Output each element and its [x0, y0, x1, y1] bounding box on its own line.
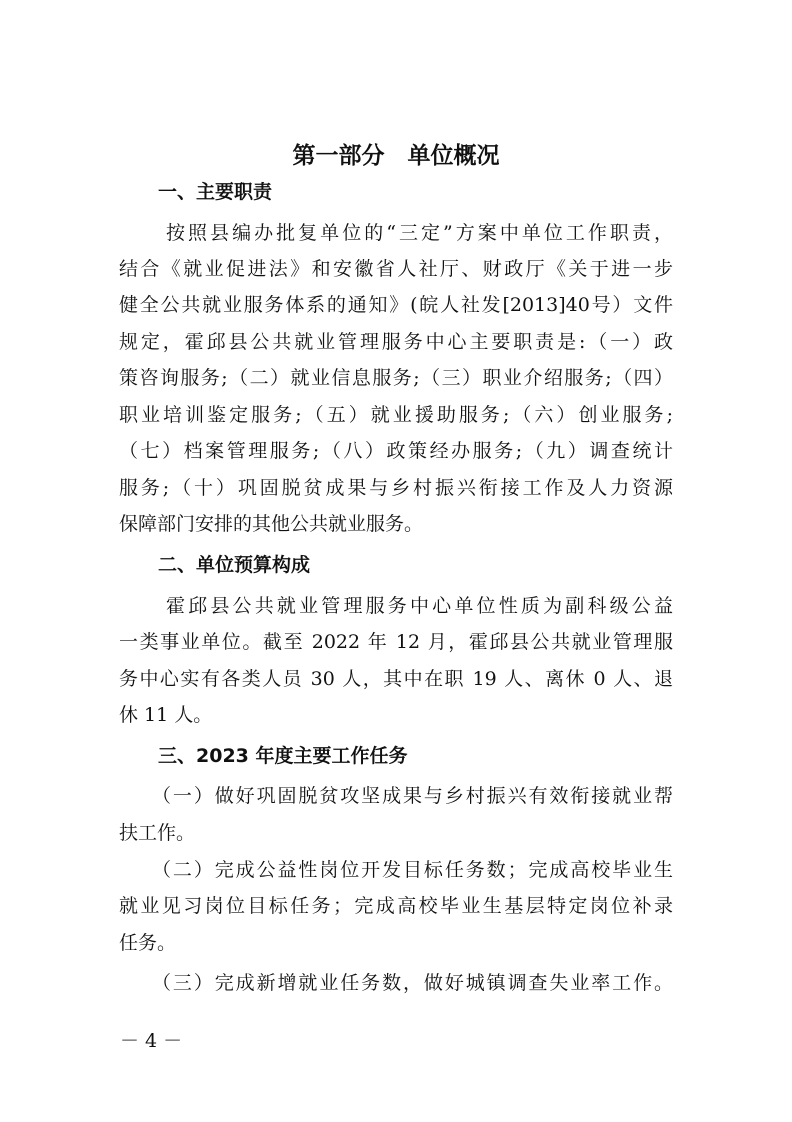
section-heading-duties: 一、主要职责: [158, 181, 273, 203]
body-line: 规定，霍邱县公共就业管理服务中心主要职责是:（一）政: [119, 331, 673, 353]
body-line: 霍邱县公共就业管理服务中心单位性质为副科级公益: [166, 595, 673, 617]
body-line: 就业见习岗位目标任务；完成高校毕业生基层特定岗位补录: [119, 895, 673, 917]
body-line: （三）完成新增就业任务数，做好城镇调查失业率工作。: [152, 972, 673, 994]
body-line: 一类事业单位。截至 2022 年 12 月，霍邱县公共就业管理服: [119, 631, 673, 653]
body-line: 健全公共就业服务体系的通知》(皖人社发[2013]40号）文件: [119, 294, 673, 316]
body-line: 务中心实有各类人员 30 人，其中在职 19 人、离休 0 人、退: [119, 668, 673, 690]
body-line: （二）完成公益性岗位开发目标任务数；完成高校毕业生: [152, 859, 673, 881]
body-line: 任务。: [119, 932, 177, 954]
body-line: 扶工作。: [119, 822, 196, 844]
body-line: 保障部门安排的其他公共就业服务。: [119, 513, 424, 535]
page-number: － 4 －: [120, 1030, 183, 1052]
body-line: 职业培训鉴定服务;（五）就业援助服务;（六）创业服务;: [119, 404, 673, 426]
body-line: 休 11 人。: [119, 704, 213, 726]
body-line: 服务;（十）巩固脱贫成果与乡村振兴衔接工作及人力资源: [119, 477, 673, 499]
body-line: 策咨询服务;（二）就业信息服务;（三）职业介绍服务;（四）: [119, 367, 673, 389]
section-heading-budget-composition: 二、单位预算构成: [158, 554, 311, 576]
page-title: 第一部分 单位概况: [292, 143, 500, 169]
body-line: （七）档案管理服务;（八）政策经办服务;（九）调查统计: [119, 440, 673, 462]
body-line: 结合《就业促进法》和安徽省人社厅、财政厅《关于进一步: [119, 258, 673, 280]
section-heading-2023-tasks: 三、2023 年度主要工作任务: [158, 745, 408, 767]
body-line: 按照县编办批复单位的“三定”方案中单位工作职责，: [166, 222, 673, 244]
body-line: （一）做好巩固脱贫攻坚成果与乡村振兴有效衔接就业帮: [152, 785, 673, 807]
